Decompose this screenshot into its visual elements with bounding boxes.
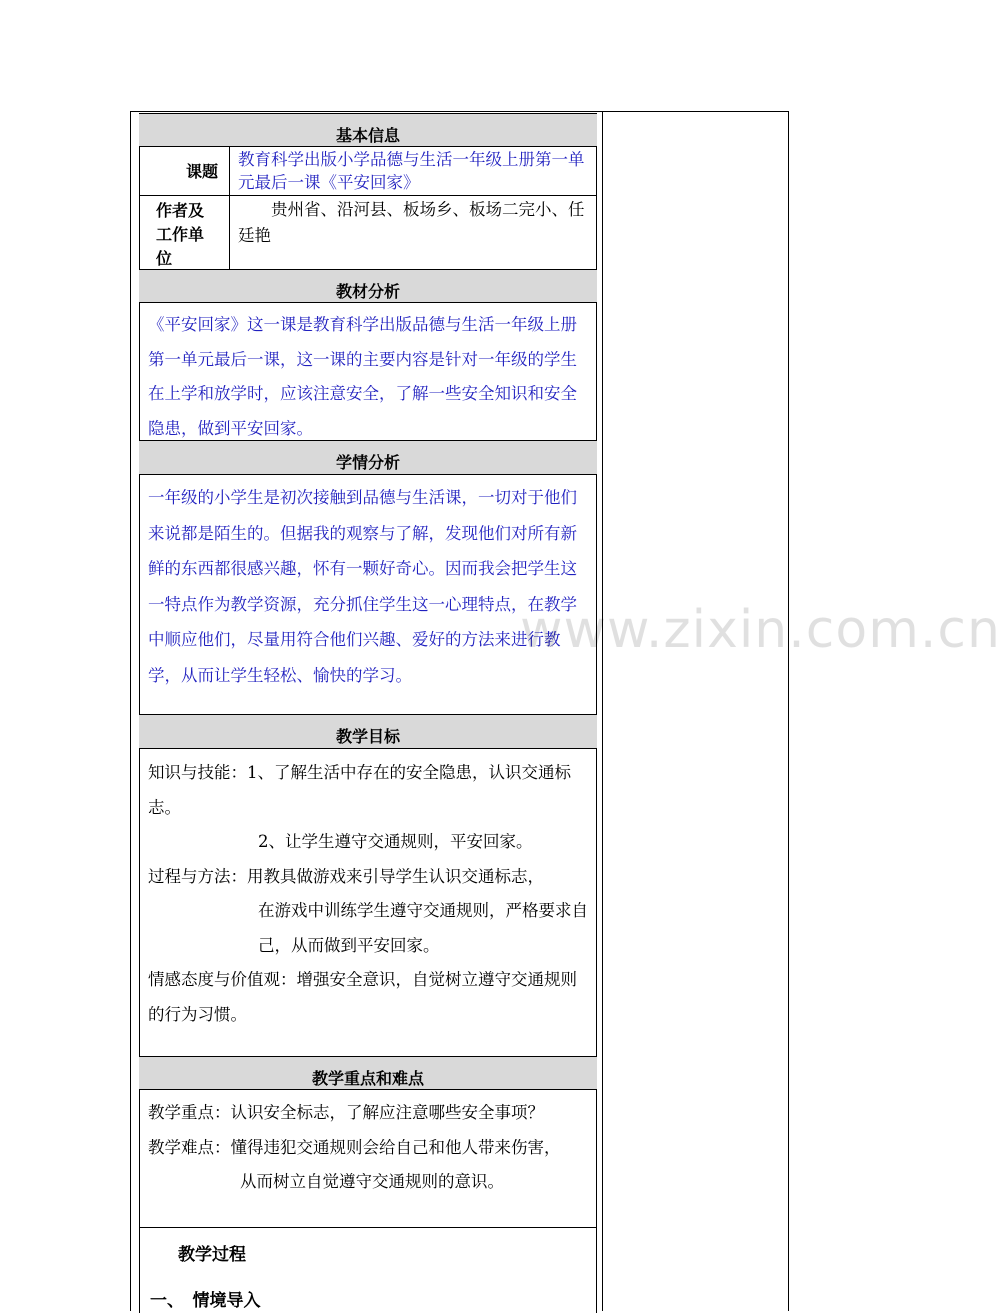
teaching-difficulty-cont: 从而树立自觉遵守交通规则的意识。 <box>240 1172 504 1191</box>
teaching-difficulty: 教学难点：懂得违犯交通规则会给自己和他人带来伤害， <box>148 1137 561 1157</box>
row-divider <box>139 195 597 196</box>
key-points-title: 教学重点和难点 <box>311 1069 424 1088</box>
author-label: 作者及工作单位 <box>156 201 205 268</box>
basic-info-header <box>139 113 597 147</box>
basic-info-title: 基本信息 <box>335 126 400 145</box>
process-divider <box>139 1227 597 1228</box>
student-analysis-body: 一年级的小学生是初次接触到品德与生活课，一切对于他们来说都是陌生的。但据我的观察与了解，发现他们对所有新鲜的东西都很感兴趣，怀有一颗好奇心。因而我会把学生这一特点作为教学资源，充分抓住学生这一心理特点，在教学中顺应他们，尽量用符合他们兴趣、爱好的方法来进行教学，从而让学生轻松、愉快的学习。 <box>148 488 577 685</box>
textbook-analysis-header <box>139 269 597 303</box>
teaching-goals-header <box>139 714 597 749</box>
goal-knowledge: 知识与技能：1、了解生活中存在的安全隐患，认识交通标志。 <box>148 763 571 817</box>
teaching-focus: 教学重点：认识安全标志，了解应注意哪些安全事项？ <box>148 1103 544 1122</box>
goal-process: 过程与方法：用教具做游戏来引导学生认识交通标志， <box>148 866 544 886</box>
goal-knowledge-2: 2、让学生遵守交通规则，平安回家。 <box>258 832 533 851</box>
right-column-divider <box>602 111 603 1311</box>
teaching-goals-title: 教学目标 <box>335 727 400 746</box>
goal-process-cont: 在游戏中训练学生遵守交通规则，严格要求自己，从而做到平安回家。 <box>258 901 588 955</box>
goal-emotion: 情感态度与价值观：增强安全意识，自觉树立遵守交通规则的行为习惯。 <box>148 970 577 1024</box>
key-points-body <box>148 1096 596 1200</box>
student-analysis-title: 学情分析 <box>335 453 400 472</box>
teaching-process-title: 教学过程 <box>178 1245 246 1265</box>
textbook-analysis-body: 《平安回家》这一课是教育科学出版品德与生活一年级上册第一单元最后一课，这一课的主要内容是针对一年级的学生在上学和放学时，应该注意安全，了解一些安全知识和安全隐患，做到平安回家。 <box>148 315 577 438</box>
teaching-goals-body <box>148 756 590 1032</box>
topic-value: 教育科学出版小学品德与生活一年级上册第一单元最后一课《平安回家》 <box>238 150 585 192</box>
textbook-analysis-title: 教材分析 <box>335 282 400 301</box>
author-value: 贵州省、沿河县、板场乡、板场二完小、任廷艳 <box>238 200 585 245</box>
key-points-header <box>139 1056 597 1090</box>
label-divider <box>229 147 230 269</box>
topic-label: 课题 <box>185 162 218 181</box>
watermark: www.zixin.com.cn <box>520 600 1001 660</box>
process-section-1: 一、 情境导入 <box>150 1291 261 1311</box>
student-analysis-header <box>139 440 597 475</box>
